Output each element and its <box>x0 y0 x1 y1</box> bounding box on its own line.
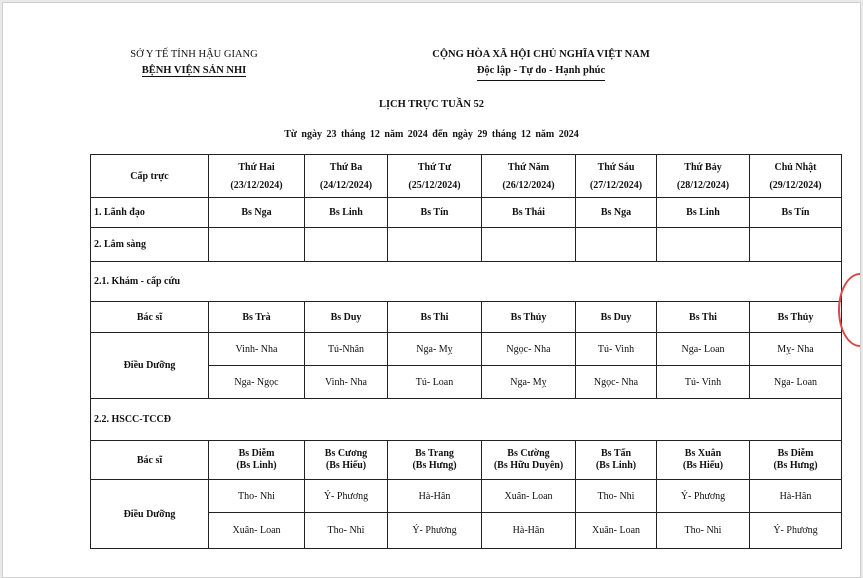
table-cell: Ý- Phương <box>388 513 482 549</box>
table-cell: Bs Thủy <box>482 302 576 333</box>
day-header: Thứ Hai (23/12/2024) <box>209 155 305 198</box>
section-heading: 2.2. HSCC-TCCĐ <box>91 399 842 441</box>
table-cell: Tho- Nhi <box>305 513 388 549</box>
table-cell: Mỵ- Nha <box>750 333 842 366</box>
doctors-row <box>91 441 842 480</box>
day-header: Thứ Bảy (28/12/2024) <box>657 155 750 198</box>
table-cell: Xuân- Loan <box>482 480 576 513</box>
table-cell: Tú-Nhân <box>305 333 388 366</box>
table-cell: Bs Duy <box>305 302 388 333</box>
table-cell: Bs Nga <box>576 198 657 228</box>
table-cell: Xuân- Loan <box>576 513 657 549</box>
table-cell: Hà-Hân <box>482 513 576 549</box>
clinical-row <box>91 228 842 262</box>
row-label: Bác sĩ <box>91 441 209 480</box>
section-heading-row <box>91 262 842 302</box>
row-label: 2. Lâm sàng <box>91 228 209 262</box>
table-cell: Nga- Ngọc <box>209 366 305 399</box>
national-motto: Độc lập - Tự do - Hạnh phúc <box>477 63 605 81</box>
table-cell: Bs Thủy <box>750 302 842 333</box>
schedule-date-range: Từ ngày 23 tháng 12 năm 2024 đến ngày 29 tháng 12 năm 2024 <box>284 129 579 140</box>
table-cell <box>209 228 305 262</box>
table-header-row <box>91 155 842 198</box>
country-name: CỘNG HÒA XÃ HỘI CHỦ NGHĨA VIỆT NAM <box>432 49 650 60</box>
table-cell: Hà-Hân <box>750 480 842 513</box>
day-header: Thứ Sáu (27/12/2024) <box>576 155 657 198</box>
table-cell: Bs Duy <box>576 302 657 333</box>
table-cell <box>657 228 750 262</box>
table-cell: Tú- Vinh <box>576 333 657 366</box>
table-cell: Nga- Loan <box>750 366 842 399</box>
table-cell: Tho- Nhi <box>576 480 657 513</box>
table-cell: Nga- Loan <box>657 333 750 366</box>
hospital-name: BỆNH VIỆN SẢN NHI <box>141 65 247 76</box>
department-name: SỞ Y TẾ TỈNH HẬU GIANG <box>130 49 258 60</box>
organization-header <box>99 47 289 79</box>
table-cell: Tho- Nhi <box>209 480 305 513</box>
row-label: Điều Dưỡng <box>91 480 209 549</box>
table-cell: Bs Tấn (Bs Linh) <box>576 441 657 480</box>
day-header: Thứ Ba (24/12/2024) <box>305 155 388 198</box>
table-cell: Hà-Hân <box>388 480 482 513</box>
table-cell: Tú- Loan <box>388 366 482 399</box>
table-cell <box>576 228 657 262</box>
table-cell: Xuân- Loan <box>209 513 305 549</box>
table-cell: Bs Cường (Bs Hữu Duyên) <box>482 441 576 480</box>
table-cell: Bs Thi <box>388 302 482 333</box>
nurses-row <box>91 480 842 513</box>
doctors-row <box>91 302 842 333</box>
table-cell: Bs Diễm (Bs Linh) <box>209 441 305 480</box>
table-cell: Nga- Mỵ <box>482 366 576 399</box>
table-cell: Bs Xuân (Bs Hiếu) <box>657 441 750 480</box>
table-cell: Bs Tín <box>388 198 482 228</box>
leadership-row <box>91 198 842 228</box>
duty-schedule-table <box>90 154 842 549</box>
table-cell: Vinh- Nha <box>209 333 305 366</box>
nurses-row <box>91 333 842 366</box>
table-cell: Bs Trang (Bs Hưng) <box>388 441 482 480</box>
national-motto-header <box>391 47 691 81</box>
section-heading: 2.1. Khám - cấp cứu <box>91 262 842 302</box>
table-cell: Vinh- Nha <box>305 366 388 399</box>
row-label: 1. Lãnh đạo <box>91 198 209 228</box>
schedule-title: LỊCH TRỰC TUẦN 52 <box>378 99 485 110</box>
day-header: Thứ Tư (25/12/2024) <box>388 155 482 198</box>
row-label: Điều Dưỡng <box>91 333 209 399</box>
table-cell <box>305 228 388 262</box>
table-cell: Bs Linh <box>657 198 750 228</box>
table-cell <box>750 228 842 262</box>
day-header: Thứ Năm (26/12/2024) <box>482 155 576 198</box>
section-heading-row <box>91 399 842 441</box>
table-cell: Ý- Phương <box>305 480 388 513</box>
table-cell: Bs Thái <box>482 198 576 228</box>
table-cell: Bs Nga <box>209 198 305 228</box>
table-cell: Bs Thi <box>657 302 750 333</box>
table-cell: Bs Trà <box>209 302 305 333</box>
table-cell: Ngọc- Nha <box>482 333 576 366</box>
corner-header: Cấp trực <box>91 155 209 198</box>
table-cell: Ngọc- Nha <box>576 366 657 399</box>
table-cell: Ý- Phương <box>750 513 842 549</box>
table-cell: Bs Cương (Bs Hiếu) <box>305 441 388 480</box>
table-cell <box>388 228 482 262</box>
document-page <box>2 2 861 578</box>
row-label: Bác sĩ <box>91 302 209 333</box>
table-cell: Bs Diễm (Bs Hưng) <box>750 441 842 480</box>
table-cell: Bs Linh <box>305 198 388 228</box>
table-cell: Ý- Phương <box>657 480 750 513</box>
table-cell <box>482 228 576 262</box>
table-cell: Tú- Vinh <box>657 366 750 399</box>
table-cell: Tho- Nhi <box>657 513 750 549</box>
table-cell: Nga- Mỵ <box>388 333 482 366</box>
table-cell: Bs Tín <box>750 198 842 228</box>
day-header: Chủ Nhật (29/12/2024) <box>750 155 842 198</box>
